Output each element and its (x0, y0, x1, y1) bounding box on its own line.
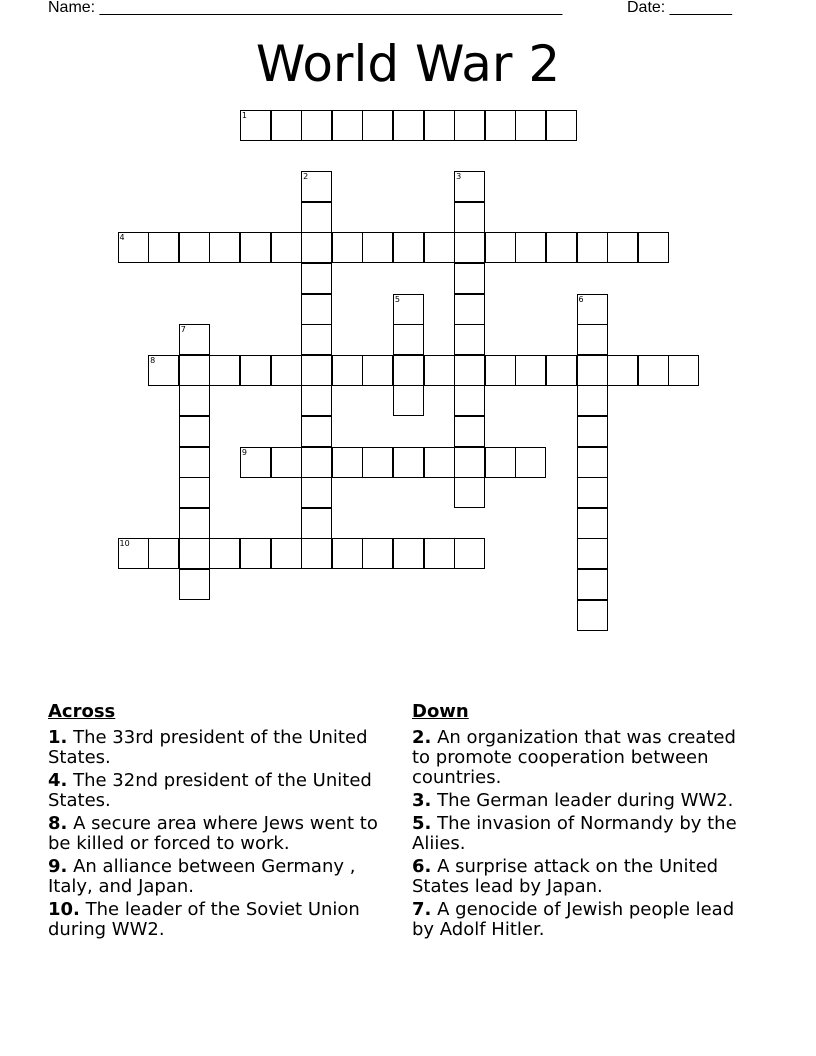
grid-cell[interactable] (332, 538, 363, 569)
grid-cell[interactable] (362, 110, 393, 141)
grid-cell[interactable] (454, 538, 485, 569)
clue-number: 6 (578, 294, 584, 304)
clue-number: 10 (119, 539, 130, 549)
grid-cell[interactable] (209, 538, 240, 569)
grid-cell[interactable] (424, 355, 455, 386)
grid-cell[interactable] (301, 263, 332, 294)
grid-cell[interactable] (454, 202, 485, 233)
clue-number: 4 (119, 233, 125, 243)
down-clues (412, 702, 752, 943)
grid-cell[interactable] (271, 232, 302, 263)
grid-cell[interactable] (301, 110, 332, 141)
clue-down-5: 5. The invasion of Normandy by the Aliies. (412, 813, 737, 854)
grid-cell[interactable] (607, 355, 638, 386)
grid-cell[interactable] (577, 477, 608, 508)
grid-cell[interactable] (454, 110, 485, 141)
grid-cell[interactable] (454, 171, 485, 202)
grid-cell[interactable] (454, 385, 485, 416)
grid-cell[interactable] (424, 447, 455, 478)
clue-across-1: 1. The 33rd president of the United States. (48, 727, 368, 768)
grid-cell[interactable] (301, 355, 332, 386)
grid-cell[interactable] (454, 447, 485, 478)
grid-cell[interactable] (454, 355, 485, 386)
grid-cell[interactable] (546, 355, 577, 386)
grid-cell[interactable] (362, 232, 393, 263)
grid-cell[interactable] (240, 447, 271, 478)
grid-cell[interactable] (179, 232, 210, 263)
grid-cell[interactable] (301, 324, 332, 355)
grid-cell[interactable] (240, 355, 271, 386)
grid-cell[interactable] (301, 447, 332, 478)
grid-cell[interactable] (148, 538, 179, 569)
grid-cell[interactable] (424, 110, 455, 141)
clue-across-9: 9. An alliance between Germany , Italy, and Japan. (48, 856, 356, 897)
grid-cell[interactable] (271, 538, 302, 569)
grid-cell[interactable] (454, 324, 485, 355)
grid-cell[interactable] (485, 355, 516, 386)
name-line[interactable]: Name: ____________________________________________________ (48, 0, 563, 16)
grid-cell[interactable] (179, 538, 210, 569)
grid-cell[interactable] (240, 232, 271, 263)
page-title: World War 2 (255, 35, 561, 93)
grid-cell[interactable] (454, 416, 485, 447)
grid-cell[interactable] (577, 569, 608, 600)
grid-cell[interactable] (638, 232, 669, 263)
grid-cell[interactable] (485, 447, 516, 478)
grid-cell[interactable] (515, 110, 546, 141)
clue-number: 1 (241, 111, 247, 120)
grid-cell[interactable] (424, 538, 455, 569)
across-heading: Across (48, 701, 116, 722)
clue-down-7: 7. A genocide of Jewish people lead by Adolf Hitler. (412, 899, 735, 940)
grid-cell[interactable] (271, 110, 302, 141)
grid-cell[interactable] (577, 385, 608, 416)
grid-cell[interactable] (179, 447, 210, 478)
grid-cell[interactable] (424, 232, 455, 263)
grid-cell[interactable] (179, 477, 210, 508)
grid-cell[interactable] (301, 477, 332, 508)
grid-cell[interactable] (393, 355, 424, 386)
grid-cell[interactable] (209, 355, 240, 386)
grid-cell[interactable] (393, 447, 424, 478)
grid-cell[interactable] (301, 232, 332, 263)
clue-down-2: 2. An organization that was created to promote cooperation between countries. (412, 727, 736, 788)
grid-cell[interactable] (577, 355, 608, 386)
grid-cell[interactable] (301, 202, 332, 233)
clue-number: 7 (180, 325, 186, 335)
grid-cell[interactable] (668, 355, 699, 386)
grid-cell[interactable] (179, 569, 210, 600)
grid-cell[interactable] (577, 416, 608, 447)
grid-cell[interactable] (607, 232, 638, 263)
grid-cell[interactable] (577, 324, 608, 355)
grid-cell[interactable] (515, 447, 546, 478)
grid-cell[interactable] (454, 477, 485, 508)
grid-cell[interactable] (546, 232, 577, 263)
grid-cell[interactable] (485, 232, 516, 263)
grid-cell[interactable] (485, 110, 516, 141)
grid-cell[interactable] (577, 538, 608, 569)
grid-cell[interactable] (454, 263, 485, 294)
grid-cell[interactable] (271, 447, 302, 478)
grid-cell[interactable] (362, 355, 393, 386)
grid-cell[interactable] (148, 232, 179, 263)
grid-cell[interactable] (301, 294, 332, 325)
clue-number: 2 (303, 172, 309, 182)
grid-cell[interactable] (240, 110, 271, 141)
date-line[interactable]: Date: _______ (627, 0, 732, 16)
grid-cell[interactable] (179, 416, 210, 447)
grid-cell[interactable] (332, 110, 363, 141)
grid-cell[interactable] (638, 355, 669, 386)
grid-cell[interactable] (240, 538, 271, 569)
grid-cell[interactable] (515, 232, 546, 263)
grid-cell[interactable] (332, 355, 363, 386)
grid-cell[interactable] (393, 110, 424, 141)
across-clues (48, 702, 388, 943)
grid-cell[interactable] (179, 508, 210, 539)
grid-cell[interactable] (393, 324, 424, 355)
grid-cell[interactable] (179, 355, 210, 386)
grid-cell[interactable] (546, 110, 577, 141)
clue-down-6: 6. A surprise attack on the United States lead by Japan. (412, 856, 719, 897)
grid-cell[interactable] (454, 294, 485, 325)
grid-cell[interactable] (179, 324, 210, 355)
grid-cell[interactable] (577, 294, 608, 325)
grid-cell[interactable] (118, 232, 149, 263)
grid-cell[interactable] (332, 447, 363, 478)
grid-cell[interactable] (301, 508, 332, 539)
grid-cell[interactable] (393, 294, 424, 325)
clue-number: 3 (456, 172, 462, 182)
grid-cell[interactable] (301, 171, 332, 202)
clue-across-4: 4. The 32nd president of the United States. (48, 770, 372, 811)
clue-down-3: 3. The German leader during WW2. (412, 790, 734, 811)
grid-cell[interactable] (393, 385, 424, 416)
grid-cell[interactable] (301, 538, 332, 569)
clue-across-8: 8. A secure area where Jews went to be killed or forced to work. (48, 813, 378, 854)
clue-across-10: 10. The leader of the Soviet Union during WW2. (48, 899, 360, 940)
grid-cell[interactable] (301, 416, 332, 447)
grid-cell[interactable] (362, 447, 393, 478)
grid-cell[interactable] (393, 538, 424, 569)
grid-cell[interactable] (362, 538, 393, 569)
grid-cell[interactable] (393, 232, 424, 263)
down-heading: Down (412, 701, 469, 722)
grid-cell[interactable] (577, 232, 608, 263)
grid-cell[interactable] (301, 385, 332, 416)
grid-cell[interactable] (515, 355, 546, 386)
grid-cell[interactable] (271, 355, 302, 386)
grid-cell[interactable] (577, 447, 608, 478)
clue-number: 5 (394, 294, 400, 304)
grid-cell[interactable] (577, 600, 608, 631)
grid-cell[interactable] (179, 385, 210, 416)
grid-cell[interactable] (148, 355, 179, 386)
clue-number: 8 (150, 355, 156, 365)
grid-cell[interactable] (209, 232, 240, 263)
grid-cell[interactable] (332, 232, 363, 263)
grid-cell[interactable] (454, 232, 485, 263)
grid-cell[interactable] (118, 538, 149, 569)
grid-cell[interactable] (577, 508, 608, 539)
clue-number: 9 (241, 447, 247, 457)
